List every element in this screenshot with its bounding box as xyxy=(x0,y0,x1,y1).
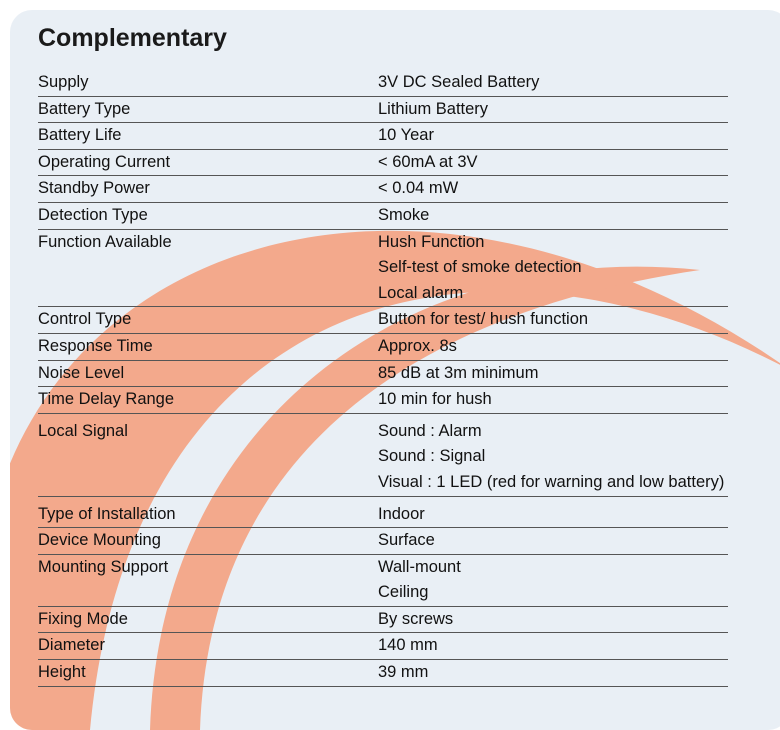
spec-value: Surface xyxy=(378,528,728,555)
spec-row xyxy=(38,470,728,496)
spec-row xyxy=(38,502,728,528)
spec-value: Visual : 1 LED (red for warning and low battery) xyxy=(378,470,728,496)
spec-value: Wall-mount xyxy=(378,557,461,576)
spec-value: < 60mA at 3V xyxy=(378,149,728,176)
spec-row xyxy=(38,360,728,387)
spec-label: Local Signal xyxy=(38,421,128,440)
spec-row xyxy=(38,149,728,176)
spec-value: Local alarm xyxy=(378,281,728,307)
spec-row xyxy=(38,176,728,203)
spec-table-body xyxy=(38,70,728,686)
spec-value: 140 mm xyxy=(378,633,728,660)
spec-label: Type of Installation xyxy=(38,502,378,528)
spec-value: Hush Function xyxy=(378,232,485,251)
spec-value: Approx. 8s xyxy=(378,333,728,360)
spec-label: Battery Type xyxy=(38,96,378,123)
spec-value: 39 mm xyxy=(378,660,728,687)
spec-value: Lithium Battery xyxy=(378,96,728,123)
spec-row xyxy=(38,96,728,123)
spec-row xyxy=(38,333,728,360)
spec-label: Device Mounting xyxy=(38,528,378,555)
spec-row xyxy=(38,633,728,660)
spec-row xyxy=(38,281,728,307)
spec-row xyxy=(38,554,728,580)
spec-label xyxy=(38,281,378,307)
spec-label xyxy=(38,580,378,606)
spec-label: Diameter xyxy=(38,633,378,660)
spec-label xyxy=(38,470,378,496)
spec-row xyxy=(38,580,728,606)
spec-value: By screws xyxy=(378,606,728,633)
spec-value: < 0.04 mW xyxy=(378,176,728,203)
spec-label: Response Time xyxy=(38,333,378,360)
spec-value: 85 dB at 3m minimum xyxy=(378,360,728,387)
spec-table xyxy=(38,70,728,687)
spec-row xyxy=(38,387,728,414)
spec-label: Operating Current xyxy=(38,149,378,176)
spec-value: Button for test/ hush function xyxy=(378,307,728,334)
spec-label: Height xyxy=(38,660,378,687)
spec-label: Supply xyxy=(38,70,378,96)
spec-label xyxy=(38,255,378,281)
spec-row xyxy=(38,70,728,96)
spec-panel xyxy=(10,10,780,730)
spec-value: 10 Year xyxy=(378,123,728,150)
spec-row xyxy=(38,229,728,255)
spec-label: Standby Power xyxy=(38,176,378,203)
spec-row xyxy=(38,528,728,555)
spec-label: Noise Level xyxy=(38,360,378,387)
spec-label: Battery Life xyxy=(38,123,378,150)
spec-value: Smoke xyxy=(378,202,728,229)
spec-label: Control Type xyxy=(38,307,378,334)
spec-row xyxy=(38,444,728,470)
spec-value: 10 min for hush xyxy=(378,387,728,414)
spec-row xyxy=(38,419,728,445)
spec-row xyxy=(38,660,728,687)
spec-label: Function Available xyxy=(38,232,172,251)
spec-label: Time Delay Range xyxy=(38,387,378,414)
spec-row xyxy=(38,123,728,150)
spec-label: Mounting Support xyxy=(38,557,169,576)
spec-row xyxy=(38,606,728,633)
spec-row xyxy=(38,307,728,334)
spec-value: Sound : Signal xyxy=(378,447,486,466)
spec-value: Indoor xyxy=(378,502,728,528)
spec-value: 3V DC Sealed Battery xyxy=(378,70,728,96)
spec-value: Sound : Alarm xyxy=(378,421,482,440)
spec-value: Self-test of smoke detection xyxy=(378,258,582,277)
spec-label: Fixing Mode xyxy=(38,606,378,633)
spec-label: Detection Type xyxy=(38,202,378,229)
spec-value: Ceiling xyxy=(378,580,728,606)
spec-row xyxy=(38,202,728,229)
spec-label xyxy=(38,444,378,470)
spec-row xyxy=(38,255,728,281)
section-title: Complementary xyxy=(38,24,227,52)
